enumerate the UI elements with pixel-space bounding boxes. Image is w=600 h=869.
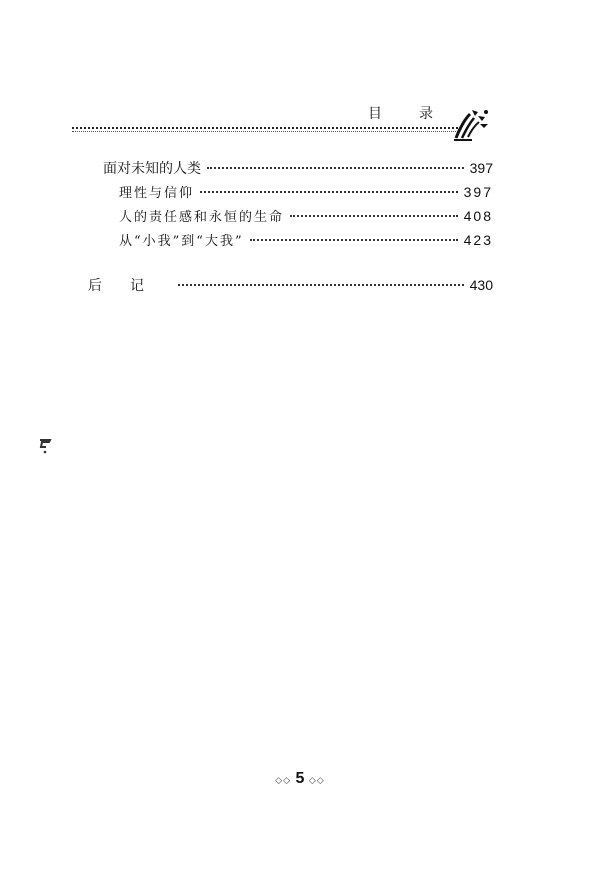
header-char-1: 目 xyxy=(368,106,384,122)
scan-mark xyxy=(38,438,52,454)
toc-entry-subsection[interactable] xyxy=(119,206,493,225)
dot-leader xyxy=(207,167,464,169)
toc-page-number: 397 xyxy=(463,184,493,200)
toc-entry-title: 后记 xyxy=(88,278,172,294)
folio-number: 5 xyxy=(295,770,305,787)
toc-entry-subsection[interactable] xyxy=(119,230,493,249)
dot-leader xyxy=(178,284,464,286)
header-rule-secondary xyxy=(72,131,458,132)
page-folio xyxy=(250,770,350,788)
toc-page-number: 423 xyxy=(463,232,493,248)
header-rule xyxy=(72,127,458,129)
toc-entry-title: 人的责任感和永恒的生命 xyxy=(119,210,285,225)
toc-entry-section[interactable] xyxy=(103,158,493,178)
header-char-2: 录 xyxy=(419,106,435,122)
dot-leader xyxy=(200,191,458,193)
toc-page-number: 397 xyxy=(469,160,493,176)
header-ornament-icon xyxy=(452,104,492,144)
toc-page-number: 430 xyxy=(469,277,493,293)
toc-entry-title: 从“小我”到“大我” xyxy=(119,234,244,249)
dot-leader xyxy=(290,215,458,217)
folio-ornament-right-icon: ◇◇ xyxy=(308,775,325,785)
dot-leader xyxy=(250,239,458,241)
toc-entry-afterword[interactable] xyxy=(88,275,493,295)
toc-entry-subsection[interactable] xyxy=(119,182,493,201)
toc-entry-title: 面对未知的人类 xyxy=(103,161,201,177)
folio-ornament-left-icon: ◇◇ xyxy=(275,775,292,785)
toc-page-number: 408 xyxy=(463,208,493,224)
toc-entry-title: 理性与信仰 xyxy=(119,186,195,201)
